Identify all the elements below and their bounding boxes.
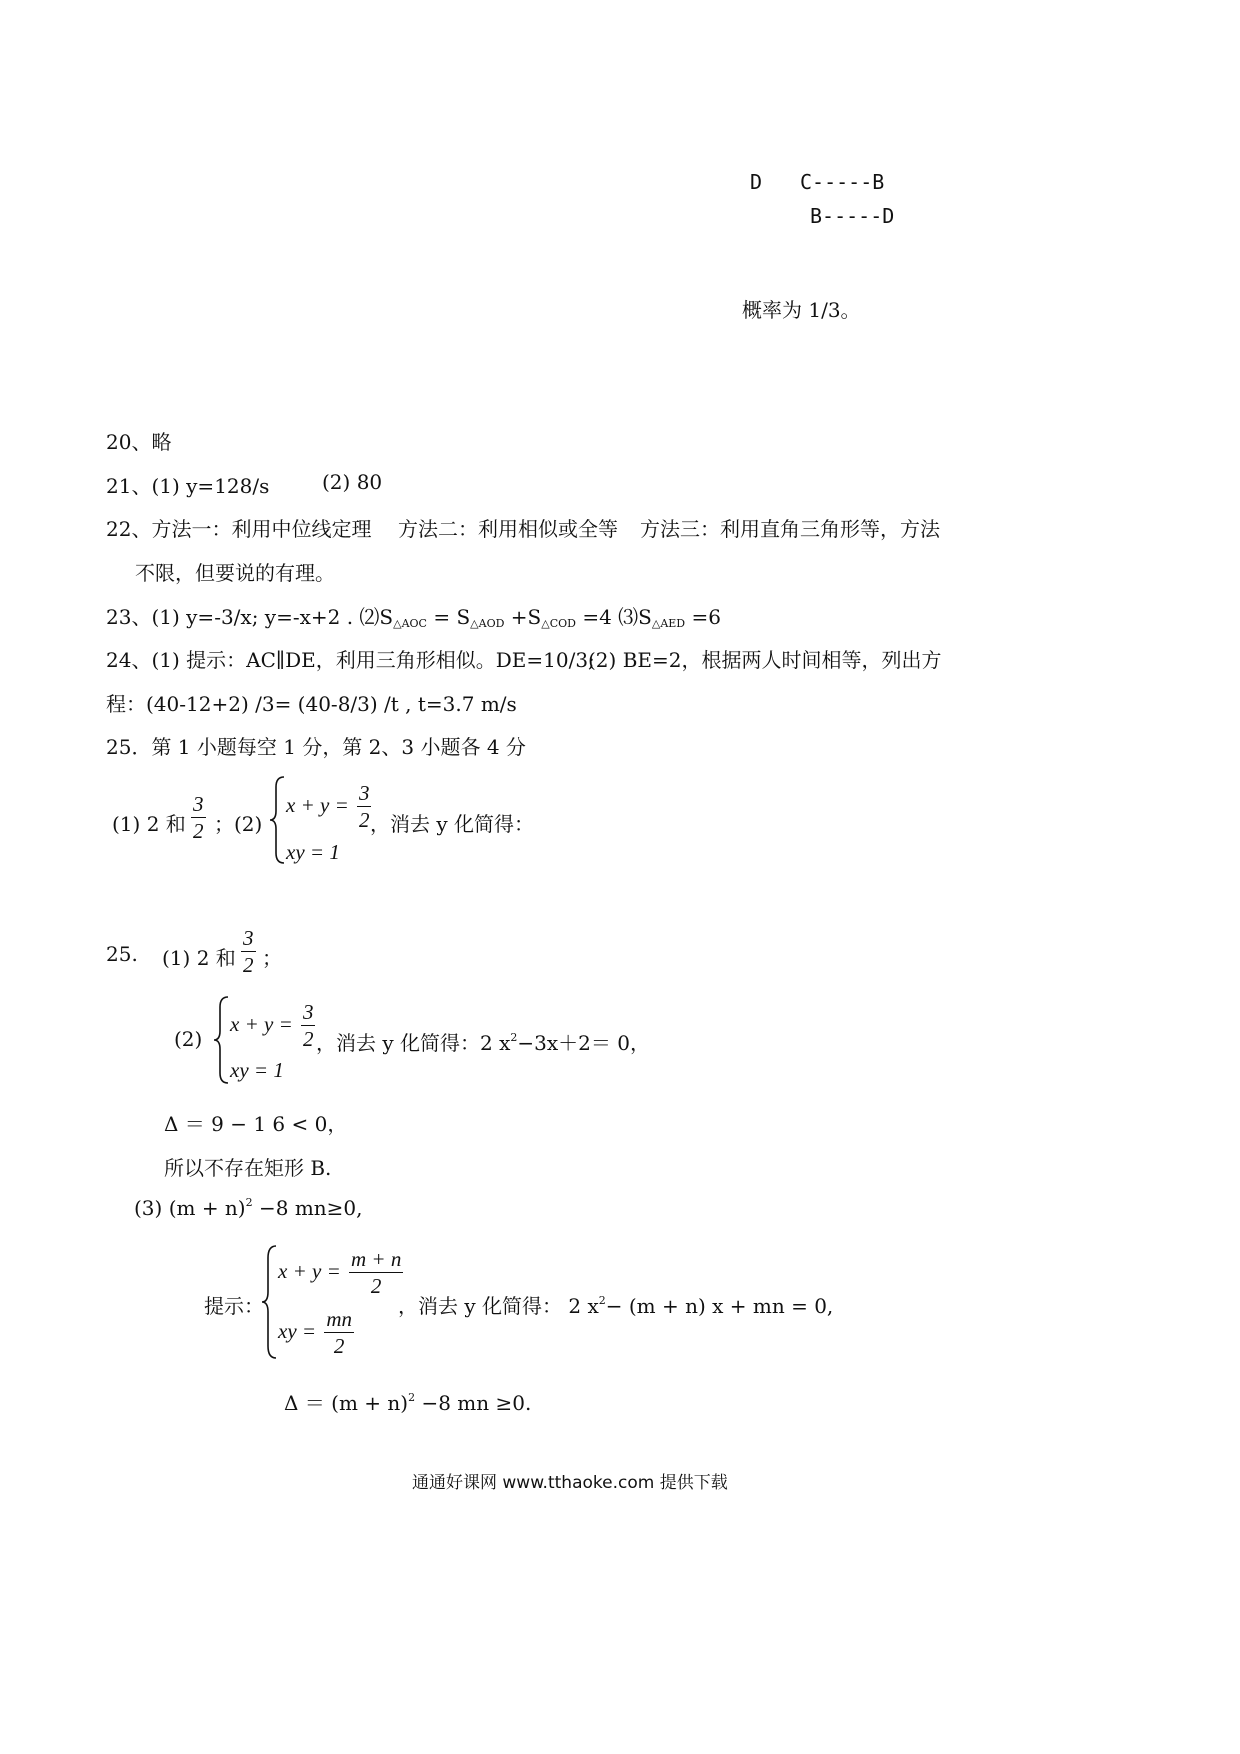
q25a-fraction: $\frac{3}{2}$ [193, 792, 204, 844]
q20-text: 20、略 [106, 430, 172, 454]
q25a-part2: ；(2) [214, 812, 263, 836]
q23-text: 23、(1) y=-3/x; y=-x+2 . $⑵S_{\triangle AOC} = S_{\triangle AOD} +S_{\triangle COD} =4$ $⑶S_{\triangle AED} =6$ [106, 605, 721, 630]
q25b-conclusion: 所以不存在矩形 B. [164, 1156, 332, 1180]
q25b-after: ，消去 y 化简得：2 $x^2-3x+2= 0$， [316, 1031, 650, 1055]
tree-row1-right: C-----B [800, 170, 885, 194]
q22-method1: 22、方法一：利用中位线定理 [106, 517, 372, 541]
q25b-eq1: x + y = $\frac{3}{2}$ [230, 1000, 314, 1052]
q25b-label: 25. [106, 942, 138, 966]
q22-method2: 方法二：利用相似或全等 [398, 517, 618, 541]
q25b-semicolon: ； [262, 946, 282, 970]
q25b-fraction: $\frac{3}{2}$ [243, 926, 254, 978]
probability-text: 概率为 1/3。 [742, 298, 861, 322]
tree-row1-left: D [750, 170, 763, 194]
q25c-eq1: x + y = $\frac{m + n}{2}$ [278, 1247, 402, 1299]
q24-line2: 程：(40-12+2) /3= (40-8/3) /t , t=3.7 m/s [106, 692, 517, 716]
q25c-condition: (3) $(m + n)^2 -8$ mn≥0, [134, 1196, 363, 1220]
tree-row2: B-----D [810, 204, 895, 228]
q25c-delta: $\Delta = (m + n)^2 -8$ mn ≥0. [284, 1391, 532, 1415]
q25b-brace [210, 995, 232, 1085]
q25b-part1: (1) 2 和 [162, 946, 236, 970]
q22-method3: 方法三：利用直角三角形等，方法 [640, 517, 940, 541]
q24-line1b: (2) BE=2，根据两人时间相等，列出方 [588, 648, 942, 672]
q22-continuation: 不限，但要说的有理。 [135, 561, 335, 585]
q25a-brace [266, 775, 288, 865]
q21-part1: 21、(1) y=128/s [106, 474, 270, 498]
q25b-delta: Δ ＝ 9 − 1 6 < 0， [164, 1112, 348, 1136]
q25-heading: 25．第 1 小题每空 1 分，第 2、3 小题各 4 分 [106, 735, 526, 759]
q25c-hint-label: 提示： [204, 1294, 264, 1318]
q25c-eq2: xy = $\frac{mn}{2}$ [278, 1307, 352, 1359]
q25b-eq2: xy = 1 [230, 1058, 284, 1082]
q25c-after: ，消去 y 化简得： 2 $x^2- (m + n) x$ + mn = 0, [398, 1294, 834, 1318]
q24-line1a: 24、(1) 提示：AC∥DE，利用三角形相似。DE=10/3; [106, 648, 595, 672]
q25c-brace [258, 1244, 280, 1360]
q25a-part1: (1) 2 和 [112, 812, 186, 836]
page-footer: 通通好课网 www.tthaoke.com 提供下载 [412, 1473, 728, 1493]
q25a-after: ，消去 y 化简得： [370, 812, 535, 836]
q25a-eq2: xy = 1 [286, 840, 340, 864]
q21-part2: (2) 80 [322, 470, 383, 494]
q25b-part2-label: (2) [174, 1027, 203, 1051]
q25a-eq1: x + y = $\frac{3}{2}$ [286, 781, 370, 833]
